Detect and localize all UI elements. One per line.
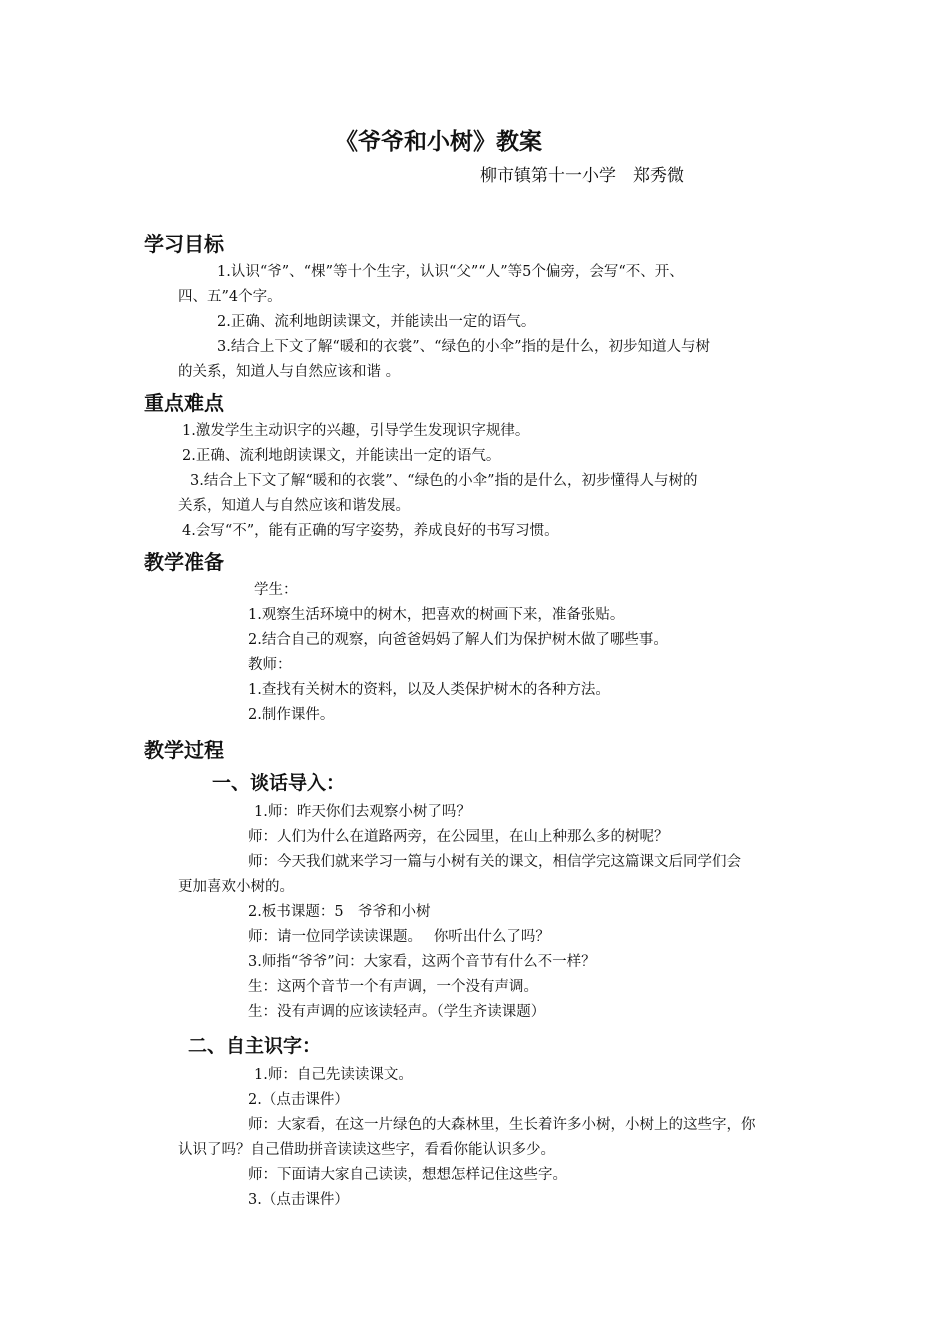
part1-line-9: 生：没有声调的应该读轻声。（学生齐读课题） [248,1004,546,1020]
part1-line-5: 2.板书课题：5 爷爷和小树 [248,904,431,920]
goals-line-5: 的关系，知道人与自然应该和谐 。 [178,364,401,380]
part2-line-4: 认识了吗？自己借助拼音读读这些字，看看你能认识多少。 [178,1142,555,1158]
part1-line-8: 生：这两个音节一个有声调，一个没有声调。 [248,979,538,995]
part2-line-3: 师：大家看，在这一片绿色的大森林里，生长着许多小树，小树上的这些字，你 [248,1117,756,1133]
focus-line-4: 关系，知道人与自然应该和谐发展。 [178,498,410,514]
heading-goals: 学习目标 [144,232,224,256]
goals-line-2: 四、五”4个字。 [178,289,282,305]
focus-line-1: 1.激发学生主动识字的兴趣，引导学生发现识字规律。 [182,423,530,439]
part1-line-2: 师：人们为什么在道路两旁，在公园里，在山上种那么多的树呢？ [248,829,669,845]
heading-part1: 一、谈话导入： [212,772,346,794]
part1-line-3: 师：今天我们就来学习一篇与小树有关的课文，相信学完这篇课文后同学们会 [248,854,741,870]
prep-line-2: 1.观察生活环境中的树木，把喜欢的树画下来，准备张贴。 [248,607,625,623]
doc-title: 《爷爷和小树》教案 [335,129,542,155]
prep-line-3: 2.结合自己的观察，向爸爸妈妈了解人们为保护树木做了哪些事。 [248,632,668,648]
part2-line-2: 2.（点击课件） [248,1092,349,1108]
prep-line-5: 1.查找有关树木的资料，以及人类保护树木的各种方法。 [248,682,610,698]
part2-line-6: 3.（点击课件） [248,1192,349,1208]
heading-process: 教学过程 [144,738,224,762]
goals-line-4: 3.结合上下文了解“暖和的衣裳”、“绿色的小伞”指的是什么，初步知道人与树 [217,339,710,355]
focus-line-3: 3.结合上下文了解“暖和的衣裳”、“绿色的小伞”指的是什么，初步懂得人与树的 [190,473,698,489]
prep-line-4: 教师： [248,657,292,673]
part1-line-6: 师：请一位同学读读课题。 你听出什么了吗？ [248,929,550,945]
part1-line-1: 1.师：昨天你们去观察小树了吗？ [254,804,471,820]
part2-line-5: 师：下面请大家自己读读，想想怎样记住这些字。 [248,1167,567,1183]
heading-focus: 重点难点 [144,391,224,415]
focus-line-5: 4.会写“不”，能有正确的写字姿势，养成良好的书写习惯。 [182,523,559,539]
heading-prep: 教学准备 [144,550,224,574]
prep-line-6: 2.制作课件。 [248,707,335,723]
goals-line-3: 2.正确、流利地朗读课文，并能读出一定的语气。 [217,314,536,330]
heading-part2: 二、自主识字： [188,1035,322,1057]
part1-line-4: 更加喜欢小树的。 [178,879,294,895]
goals-line-1: 1.认识“爷”、“棵”等十个生字，认识“父”“人”等5个偏旁，会写“不、开、 [217,264,684,280]
prep-line-1: 学生： [254,582,298,598]
focus-line-2: 2.正确、流利地朗读课文，并能读出一定的语气。 [182,448,501,464]
doc-author: 柳市镇第十一小学 郑秀微 [480,166,684,186]
part1-line-7: 3.师指“爷爷”问：大家看，这两个音节有什么不一样？ [248,954,596,970]
part2-line-1: 1.师：自己先读读课文。 [254,1067,413,1083]
